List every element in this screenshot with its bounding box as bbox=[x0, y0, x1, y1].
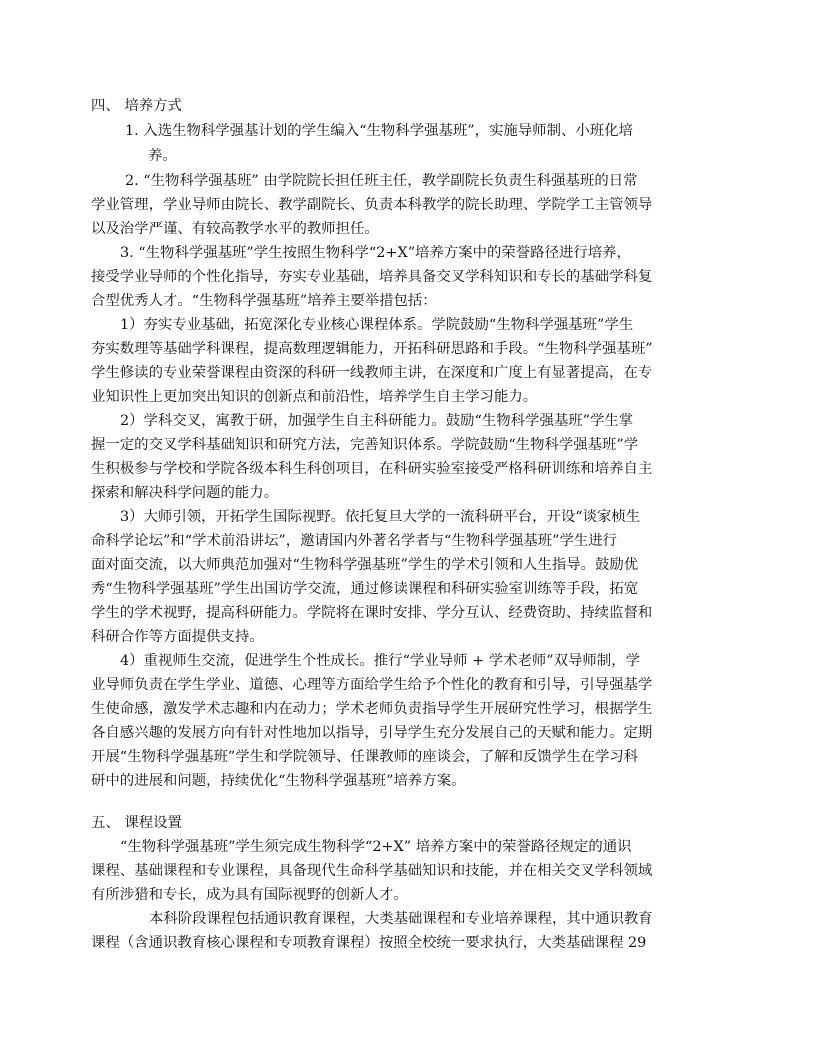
measure-1-line-4: 业知识性上更加突出知识的创新点和前沿性，培养学生自主学习能力。 bbox=[91, 389, 538, 405]
measure-2-line-2: 握一定的交叉学科基础知识和研究方法，完善知识体系。学院鼓励“生物科学强基班”学 bbox=[91, 437, 639, 453]
item-3-line-1: 3. “生物科学强基班”学生按照生物科学“2+X”培养方案中的荣誉路径进行培养， bbox=[120, 245, 631, 261]
section-5-para-2-line-1: 本科阶段课程包括通识教育课程，大类基础课程和专业培养课程，其中通识教育 bbox=[149, 911, 653, 927]
measure-3-line-3: 面对面交流，以大师典范加强对“生物科学强基班”学生的学术引领和人生指导。鼓励优 bbox=[91, 557, 639, 573]
measure-3-line-5: 学生的学术视野，提高科研能力。学院将在课时安排、学分互认、经费资助、持续监督和 bbox=[91, 605, 653, 621]
measure-4-line-5: 开展“生物科学强基班”学生和学院领导、任课教师的座谈会，了解和反馈学生在学习科 bbox=[91, 749, 639, 765]
item-1-line-2: 养。 bbox=[148, 148, 177, 164]
section-5-para-1-line-2: 课程、基础课程和专业课程，具备现代生命科学基础知识和技能，并在相关交叉学科领域 bbox=[91, 863, 653, 879]
measure-3-line-4: 秀“生物科学强基班”学生出国访学交流，通过修读课程和科研实验室训练等手段，拓宽 bbox=[91, 581, 639, 597]
measure-2-line-4: 探索和解决科学问题的能力。 bbox=[91, 485, 279, 501]
item-3-line-2: 接受学业导师的个性化指导，夯实专业基础，培养具备交叉学科知识和专长的基础学科复 bbox=[91, 269, 653, 285]
section-5-para-1-line-3: 有所涉猎和专长，成为具有国际视野的创新人才。 bbox=[91, 887, 408, 903]
measure-1-line-1: 1）夯实专业基础，拓宽深化专业核心课程体系。学院鼓励“生物科学强基班”学生 bbox=[120, 317, 634, 333]
measure-4-line-4: 各自感兴趣的发展方向有针对性地加以指导，引导学生充分发展自己的天赋和能力。定期 bbox=[91, 725, 653, 741]
item-2-line-2: 学业管理，学业导师由院长、教学副院长、负责本科教学的院长助理、学院学工主管领导 bbox=[91, 197, 653, 213]
measure-2-line-1: 2）学科交叉，寓教于研，加强学生自主科研能力。鼓励“生物科学强基班”学生掌 bbox=[120, 413, 634, 429]
section-4-heading: 四、 培养方式 bbox=[91, 98, 182, 114]
measure-3-line-6: 科研合作等方面提供支持。 bbox=[91, 629, 264, 645]
item-2-line-1: 2. “生物科学强基班” 由学院院长担任班主任，教学副院长负责生科强基班的日常 bbox=[125, 173, 638, 189]
measure-1-line-2: 夯实数理等基础学科课程，提高数理逻辑能力，开拓科研思路和手段。“生物科学强基班” bbox=[91, 341, 653, 357]
section-5-para-2-line-2: 课程（含通识教育核心课程和专项教育课程）按照全校统一要求执行，大类基础课程 29 bbox=[91, 935, 647, 951]
item-2-line-3: 以及治学严谨、有较高教学水平的教师担任。 bbox=[91, 221, 379, 237]
item-3-line-3: 合型优秀人才。“生物科学强基班”培养主要举措包括： bbox=[91, 293, 437, 309]
item-1-line-1: 1. 入选生物科学强基计划的学生编入“生物科学强基班”，实施导师制、小班化培 bbox=[125, 123, 633, 139]
measure-4-line-1: 4）重视师生交流，促进学生个性成长。推行“学业导师 + 学术老师”双导师制，学 bbox=[120, 653, 640, 669]
measure-3-line-1: 3）大师引领，开拓学生国际视野。依托复旦大学的一流科研平台，开设“谈家桢生 bbox=[120, 509, 641, 525]
measure-2-line-3: 生积极参与学校和学院各级本科生科创项目，在科研实验室接受严格科研训练和培养自主 bbox=[91, 461, 653, 477]
measure-1-line-3: 学生修读的专业荣誉课程由资深的科研一线教师主讲，在深度和广度上有显著提高，在专 bbox=[91, 365, 653, 381]
measure-4-line-3: 生使命感，激发学术志趣和内在动力；学术老师负责指导学生开展研究性学习，根据学生 bbox=[91, 701, 653, 717]
section-5-heading: 五、 课程设置 bbox=[91, 815, 182, 831]
measure-3-line-2: 命科学论坛”和“学术前沿讲坛”，邀请国内外著名学者与“生物科学强基班”学生进行 bbox=[91, 533, 618, 549]
measure-4-line-2: 业导师负责在学生学业、道德、心理等方面给学生给予个性化的教育和引导，引导强基学 bbox=[91, 677, 653, 693]
measure-4-line-6: 研中的进展和问题，持续优化“生物科学强基班”培养方案。 bbox=[91, 773, 466, 789]
section-5-para-1-line-1: “生物科学强基班”学生须完成生物科学“2+X” 培养方案中的荣誉路径规定的通识 bbox=[120, 839, 632, 855]
